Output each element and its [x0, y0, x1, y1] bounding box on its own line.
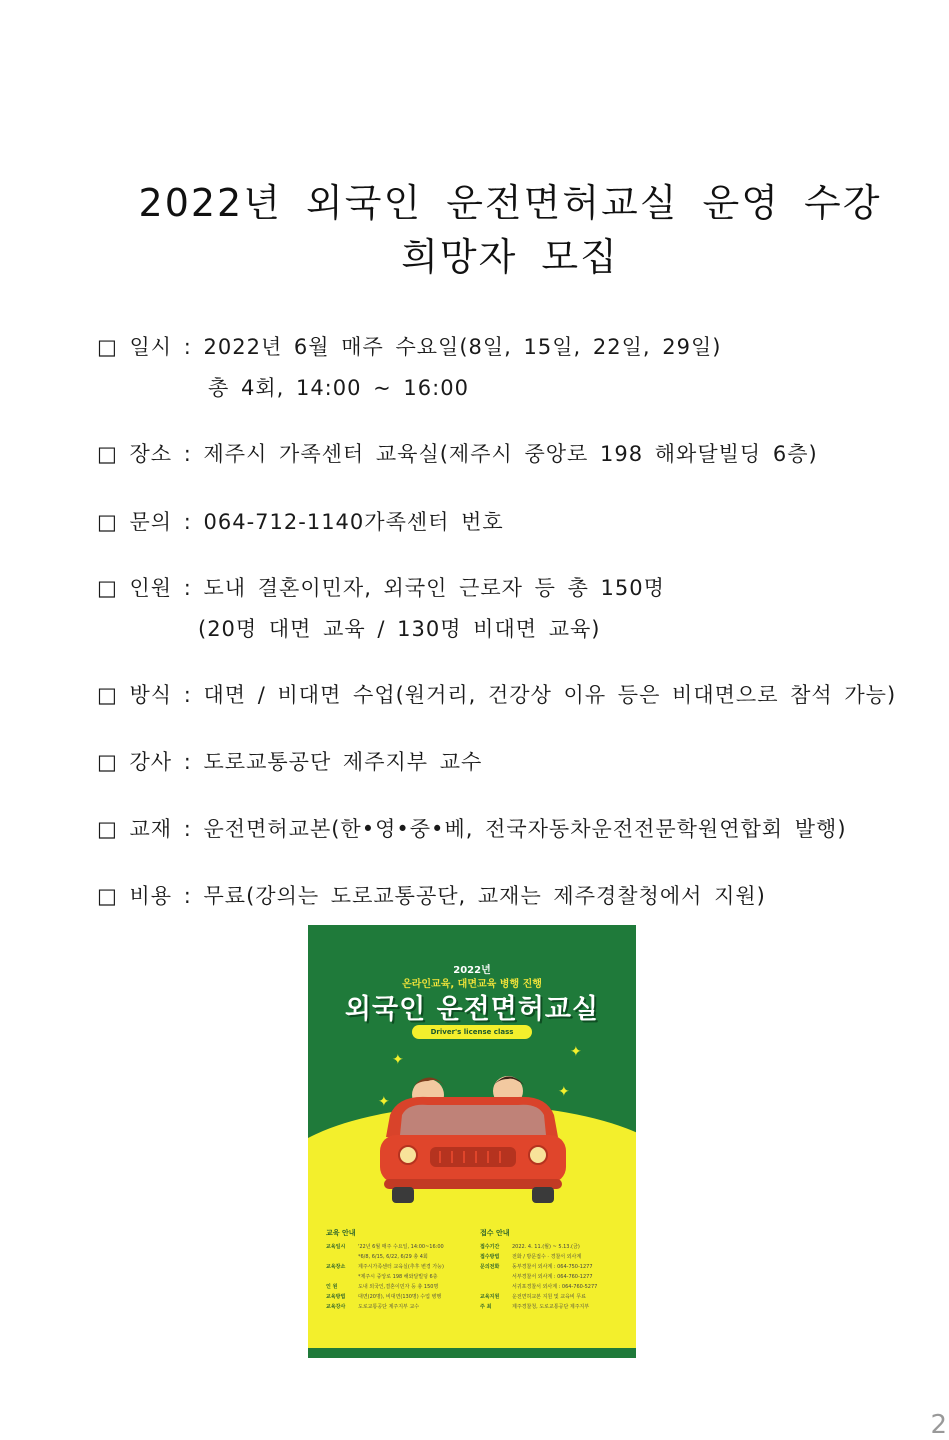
info-row: 접수방법 전화 / 방문접수 · 경찰서 외사계	[480, 1254, 582, 1260]
sparkle-icon: ✦	[558, 1084, 570, 1100]
item-method: □ 방식 : 대면 / 비대면 수업(원거리, 건강상 이유 등은 비대면으로 참석 가능)	[97, 683, 897, 707]
item-location: □ 장소 : 제주시 가족센터 교육실(제주시 중앙로 198 해와달빌딩 6층)	[97, 442, 818, 466]
info-row: 인 원 도내 외국인,결혼이민자 등 총 150명	[326, 1284, 439, 1290]
poster-image	[308, 925, 636, 1358]
poster-pill: Driver's license class	[412, 1025, 532, 1039]
poster-education-heading: 교육 안내	[326, 1229, 356, 1237]
info-row: 교육강사 도로교통공단 제주지부 교수	[326, 1304, 420, 1310]
document-title-line1: 2022년 외국인 운전면허교실 운영 수강	[138, 181, 882, 225]
sparkle-icon: ✦	[570, 1044, 582, 1060]
item-capacity: □ 인원 : 도내 결혼이민자, 외국인 근로자 등 총 150명	[97, 576, 665, 600]
info-row: 서부경찰서 외사계 : 064-760-1277	[512, 1274, 593, 1280]
car-windshield	[400, 1105, 546, 1135]
poster-year: 2022년	[453, 965, 491, 976]
poster-registration-info	[480, 1228, 630, 1312]
page-number: 2	[930, 1410, 947, 1440]
item-textbook: □ 교재 : 운전면허교본(한•영•중•베, 전국자동차운전전문학원연합회 발행)	[97, 817, 847, 841]
item-instructor: □ 강사 : 도로교통공단 제주지부 교수	[97, 750, 483, 774]
sparkle-icon: ✦	[392, 1052, 404, 1068]
car-wheel-right	[532, 1187, 554, 1203]
poster-registration-heading: 접수 안내	[480, 1229, 510, 1237]
car-wheel-left	[392, 1187, 414, 1203]
poster-subtitle: 온라인교육, 대면교육 병행 진행	[402, 979, 542, 990]
info-row: 교육일시 '22년 6월 매주 수요일, 14:00~16:00	[326, 1244, 444, 1250]
info-row: 접수기간 2022. 4. 11.(월) ~ 5.13.(금)	[480, 1244, 580, 1250]
document-title-line2: 희망자 모집	[401, 235, 619, 279]
item-datetime: □ 일시 : 2022년 6월 매주 수요일(8일, 15일, 22일, 29일)	[97, 335, 722, 359]
info-row: 문의전화 동부경찰서 외사계 : 064-750-1277	[480, 1264, 593, 1270]
info-row: 교육지원 운전면허교본 지원 및 교육비 무료	[480, 1294, 586, 1300]
item-inquiry: □ 문의 : 064-712-1140가족센터 번호	[97, 510, 504, 534]
info-row: 서귀포경찰서 외사계 : 064-760-5277	[512, 1284, 598, 1290]
info-row: *제주시 중앙로 198 해와달빌딩 6층	[358, 1274, 438, 1280]
car-illustration	[368, 1052, 578, 1215]
info-row: 교육방법 대면(20명), 비대면(130명) 수업 병행	[326, 1294, 442, 1300]
car-grille	[430, 1147, 516, 1167]
poster-education-info	[326, 1228, 476, 1312]
car-headlight-right	[529, 1146, 547, 1164]
car-headlight-left	[399, 1146, 417, 1164]
info-row: 교육장소 제주시가족센터 교육실(추후 변경 가능)	[326, 1264, 444, 1270]
sparkle-icon: ✦	[378, 1094, 390, 1110]
item-cost: □ 비용 : 무료(강의는 도로교통공단, 교재는 제주경찰청에서 지원)	[97, 884, 766, 908]
item-datetime-cont: 총 4회, 14:00 ~ 16:00	[208, 376, 469, 400]
info-row: 주 최 제주경찰청, 도로교통공단 제주지부	[480, 1304, 590, 1310]
item-capacity-cont: (20명 대면 교육 / 130명 비대면 교육)	[198, 617, 601, 641]
info-row: *6/8, 6/15, 6/22, 6/29 총 4회	[358, 1254, 428, 1260]
poster-main-title: 외국인 운전면허교실	[344, 994, 600, 1025]
poster-bottom-bar	[308, 1348, 636, 1358]
